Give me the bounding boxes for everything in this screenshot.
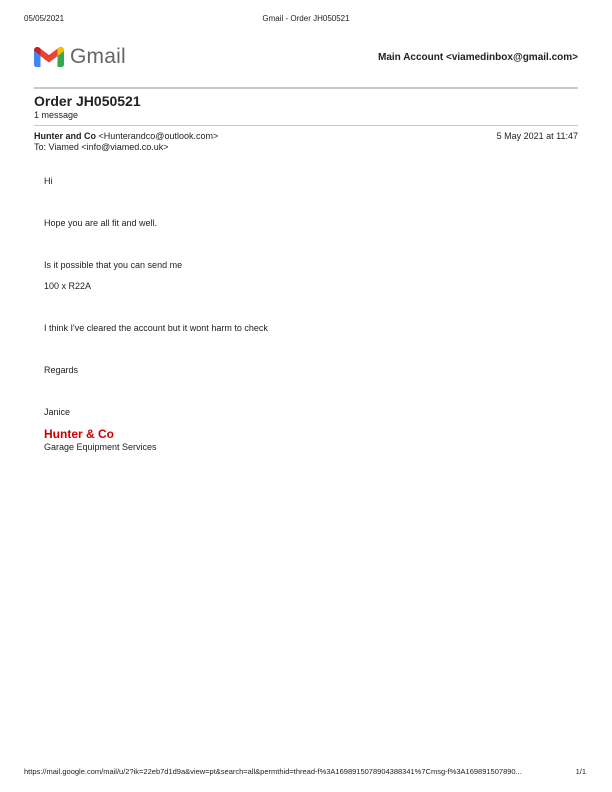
print-page-number: 1/1 [575, 767, 586, 776]
print-date: 05/05/2021 [24, 14, 65, 23]
gmail-m-icon [34, 46, 64, 69]
body-line-greeting: Hi [44, 176, 53, 186]
body-line-wellwishes: Hope you are all fit and well. [44, 218, 158, 228]
body-line-regards: Regards [44, 365, 79, 375]
message-date: 5 May 2021 at 11:47 [496, 131, 578, 141]
body-line-item: 100 x R22A [44, 281, 92, 291]
print-footer-url[interactable]: https://mail.google.com/mail/u/2?ik=22eb7d1d9a&view=pt&search=all&permthid=thread-f%3A1698915078904388341%7Cmsg-f%3A169891507890... [24, 767, 522, 776]
print-title: Gmail - Order JH050521 [262, 14, 350, 23]
message-count: 1 message [34, 110, 79, 120]
header-divider [34, 87, 578, 89]
body-line-name: Janice [44, 407, 71, 417]
gmail-logo[interactable] [34, 44, 126, 70]
body-line-request: Is it possible that you can send me [44, 260, 183, 270]
sender-name: Hunter and Co [34, 131, 96, 141]
account-label: Main Account <viamedinbox@gmail.com> [378, 52, 578, 63]
thread-subject: Order JH050521 [34, 93, 141, 109]
sender-email[interactable]: <Hunterandco@outlook.com> [98, 131, 219, 141]
signature-company: Hunter & Co [44, 427, 114, 441]
message-divider [34, 125, 578, 126]
body-line-account: I think I've cleared the account but it wont harm to check [44, 323, 268, 333]
gmail-wordmark: Gmail [70, 45, 126, 68]
sender-line [34, 131, 218, 141]
recipient-line: To: Viamed <info@viamed.co.uk> [34, 142, 169, 152]
signature-tagline: Garage Equipment Services [44, 442, 157, 452]
